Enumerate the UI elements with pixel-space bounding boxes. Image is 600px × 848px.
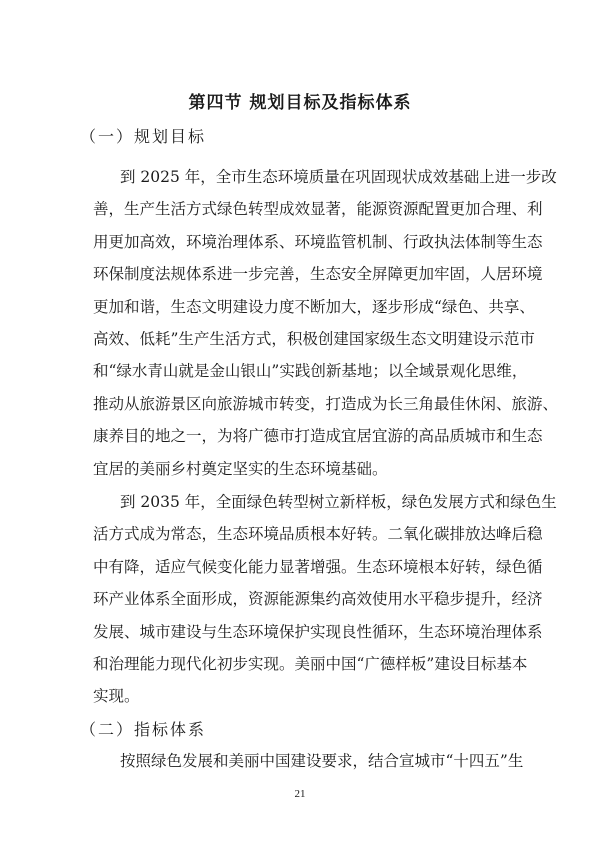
text-line: 活方式成为常态，生态环境品质根本好转。二氧化碳排放达峰后稳 xyxy=(93,525,543,544)
heading-indicator-system: （二）指标体系 xyxy=(80,720,207,739)
text-line: 到 2025 年，全市生态环境质量在巩固现状成效基础上进一步改 xyxy=(120,168,557,186)
page-number: 21 xyxy=(294,788,306,800)
heading-planning-goals: （一）规划目标 xyxy=(80,127,207,146)
text-line: 推动从旅游景区向旅游城市转变，打造成为长三角最佳休闲、旅游、 xyxy=(93,394,559,413)
text-line: 实现。 xyxy=(93,687,140,706)
text-line: 和治理能力现代化初步实现。美丽中国“广德样板”建设目标基本 xyxy=(93,655,528,673)
text-line: 宜居的美丽乡村奠定坚实的生态环境基础。 xyxy=(93,459,388,478)
section-title: 第四节 规划目标及指标体系 xyxy=(188,93,412,113)
text-line: 中有降，适应气候变化能力显著增强。生态环境根本好转，绿色循 xyxy=(93,557,543,576)
text-line: 用更加高效，环境治理体系、环境监管机制、行政执法体制等生态 xyxy=(93,232,543,251)
text-line: 更加和谐，生态文明建设力度不断加大，逐步形成“绿色、共享、 xyxy=(93,297,535,316)
text-line: 善，生产生活方式绿色转型成效显著，能源资源配置更加合理、利 xyxy=(93,200,543,219)
text-line: 高效、低耗”生产生活方式，积极创建国家级生态文明建设示范市 xyxy=(93,330,535,348)
text-line: 康养目的地之一，为将广德市打造成宜居宜游的高品质城市和生态 xyxy=(93,427,543,446)
text-line: 发展、城市建设与生态环境保护实现良性循环，生态环境治理体系 xyxy=(93,622,543,641)
text-line: 按照绿色发展和美丽中国建设要求，结合宣城市“十四五”生 xyxy=(120,752,524,770)
text-line: 和“绿水青山就是金山银山”实践创新基地；以全域景观化思维， xyxy=(93,362,528,381)
text-line: 到 2035 年，全面绿色转型树立新样板，绿色发展方式和绿色生 xyxy=(120,493,557,511)
text-line: 环保制度法规体系进一步完善，生态安全屏障更加牢固，人居环境 xyxy=(93,265,543,284)
text-line: 环产业体系全面形成，资源能源集约高效使用水平稳步提升，经济 xyxy=(93,590,543,609)
